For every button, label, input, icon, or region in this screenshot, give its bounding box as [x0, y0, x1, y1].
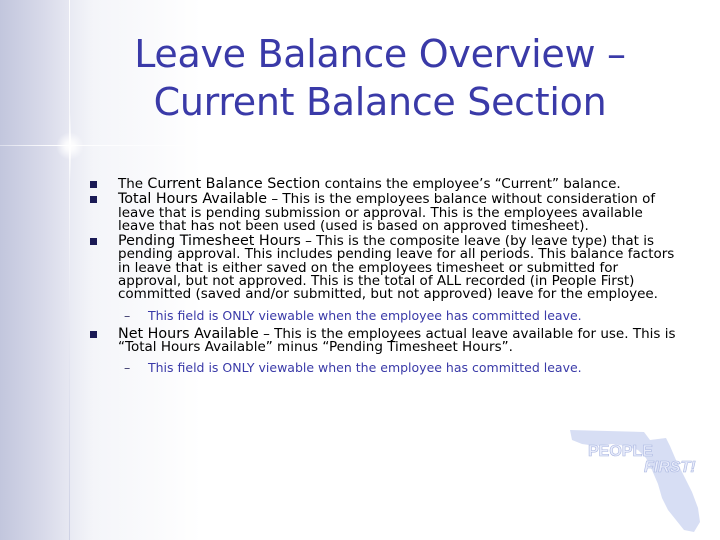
decor-vertical-line [69, 0, 70, 540]
bullet-square-icon [90, 181, 97, 188]
bullet-text: contains the employee’s “Current” balance. [320, 176, 621, 192]
sub-bullet-text: This field is ONLY viewable when the employee has committed leave. [148, 360, 582, 376]
sub-bullet-pending-note [90, 309, 680, 323]
bullet-term: Current Balance Section [147, 176, 321, 192]
decor-horizontal-line [0, 145, 300, 146]
people-first-logo [566, 426, 706, 534]
bullet-square-icon [90, 331, 97, 338]
bullet-text: – This is the employees actual leave available for use. This is “Total Hours Available” minus “Pending Timesheet Hours”. [118, 325, 676, 355]
bullet-square-icon [90, 196, 97, 203]
sub-bullet-dash: – [124, 307, 131, 323]
bullet-term: Net Hours Available [118, 325, 259, 342]
sub-bullet-net-note [90, 361, 680, 375]
bullet-total-hours-available [90, 193, 680, 233]
title-line-2: Current Balance Section [153, 80, 607, 124]
logo-word-people: PEOPLE [588, 443, 653, 460]
sub-bullet-dash: – [124, 360, 131, 376]
logo-word-first: FIRST! [644, 459, 696, 476]
bullet-text: – This is the composite leave (by leave type) that is pending approval. This includes pending leave for all periods. This balance factors in leave that is either saved on the employees timesheet or submitted for approval, but not approved. This is the total of ALL recorded (in People First) committed (saved and/or submitted, but not approved) leave for the employee. [118, 233, 675, 303]
bullet-pending-timesheet-hours [90, 235, 680, 301]
decor-sparkle [56, 132, 84, 160]
bullet-net-hours-available [90, 325, 680, 355]
bullet-current-balance-section [90, 178, 680, 191]
bullet-text-pre: The [118, 176, 148, 192]
bullet-square-icon [90, 238, 97, 245]
bullet-list [90, 178, 680, 380]
bullet-text: – This is the employees balance without consideration of leave that is pending submission or approval. This is the employees available leave that has not been used (used is based on approved timesheet). [118, 191, 656, 234]
slide-title [80, 30, 680, 126]
sub-bullet-text: This field is ONLY viewable when the employee has committed leave. [148, 307, 582, 323]
title-line-1: Leave Balance Overview – [134, 32, 626, 76]
bullet-term: Pending Timesheet Hours [118, 233, 301, 250]
bullet-term: Total Hours Available [118, 191, 268, 208]
left-decor-band [0, 0, 70, 540]
